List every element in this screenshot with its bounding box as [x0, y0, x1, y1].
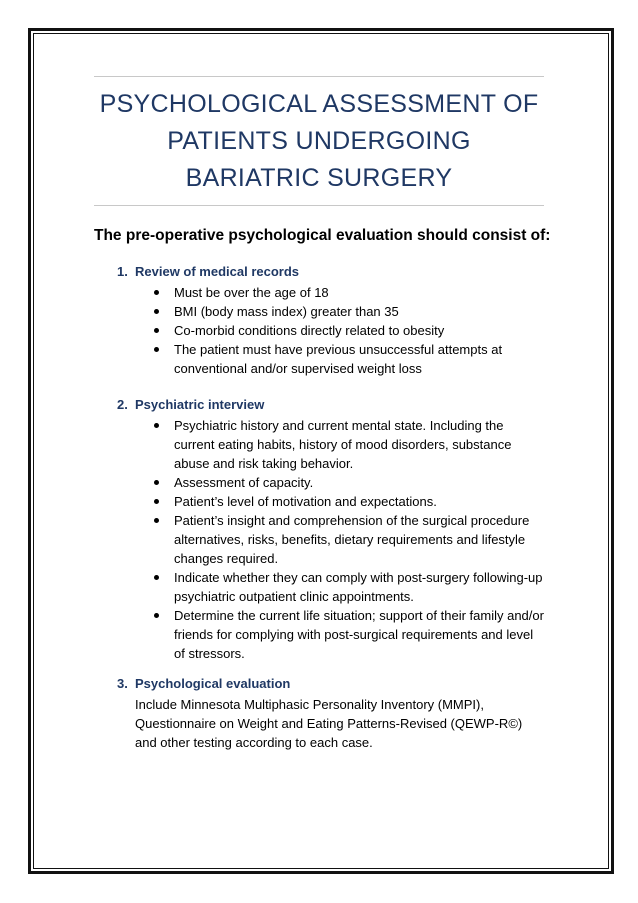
- list-item: Assessment of capacity.: [154, 473, 544, 492]
- list-item: The patient must have previous unsuccessful attempts at conventional and/or supervised weight loss: [154, 340, 544, 378]
- list-item: Psychiatric history and current mental state. Including the current eating habits, history of mood disorders, substance abuse and risk taking behavior.: [154, 416, 544, 473]
- text-line: and other testing according to each case.: [135, 735, 373, 750]
- section-3-text: [135, 695, 545, 752]
- list-item: Patient’s level of motivation and expectations.: [154, 492, 544, 511]
- section-number: 3.: [117, 676, 128, 691]
- section-1-heading: [117, 264, 299, 279]
- section-number: 2.: [117, 397, 128, 412]
- title-bottom-rule: [94, 205, 544, 206]
- section-number: 1.: [117, 264, 128, 279]
- section-2-list: [154, 416, 544, 663]
- title-line: PSYCHOLOGICAL ASSESSMENT OF: [99, 90, 539, 118]
- list-item: Must be over the age of 18: [154, 283, 544, 302]
- text-line: Questionnaire on Weight and Eating Patterns-Revised (QEWP-R©): [135, 716, 523, 731]
- title-top-rule: [94, 76, 544, 77]
- section-title: Review of medical records: [135, 264, 300, 279]
- document-title: [94, 86, 544, 197]
- section-title: Psychological evaluation: [135, 676, 291, 691]
- list-item: Determine the current life situation; support of their family and/or friends for complying with post-surgical requirements and level of stressors.: [154, 606, 544, 663]
- section-3-heading: [117, 676, 290, 691]
- title-line: PATIENTS UNDERGOING: [167, 127, 471, 155]
- intro-text: The pre-operative psychological evaluation should consist of:: [94, 227, 551, 244]
- list-item: BMI (body mass index) greater than 35: [154, 302, 544, 321]
- list-item: Indicate whether they can comply with post-surgery following-up psychiatric outpatient clinic appointments.: [154, 568, 544, 606]
- list-item: Patient’s insight and comprehension of the surgical procedure alternatives, risks, benefits, dietary requirements and lifestyle changes required.: [154, 511, 544, 568]
- list-item: Co-morbid conditions directly related to obesity: [154, 321, 544, 340]
- section-2-heading: [117, 397, 264, 412]
- title-line: BARIATRIC SURGERY: [185, 164, 453, 192]
- section-title: Psychiatric interview: [135, 397, 265, 412]
- section-1-list: [154, 283, 544, 378]
- text-line: Include Minnesota Multiphasic Personality Inventory (MMPI),: [135, 697, 484, 712]
